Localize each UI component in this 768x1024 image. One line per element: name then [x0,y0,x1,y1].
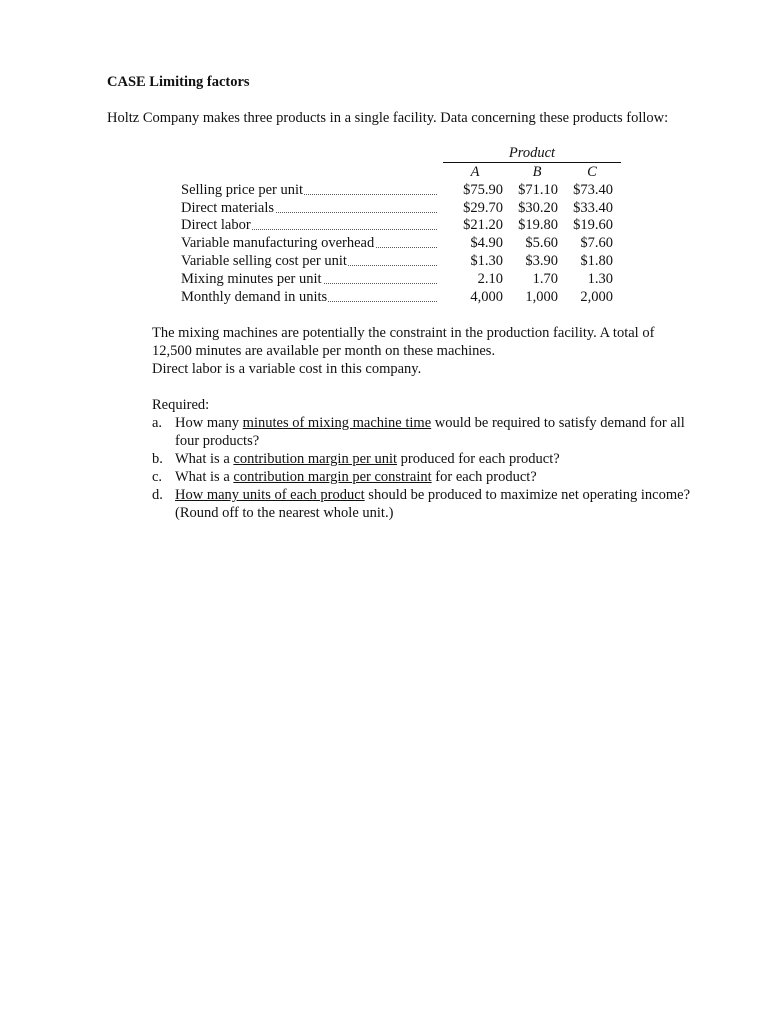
underlined-phrase: contribution margin per constraint [233,469,432,485]
cell-variable-selling-cost-a: $1.30 [470,253,503,269]
intro-paragraph: Holtz Company makes three products in a single facility. Data concerning these products follow: [107,110,669,126]
required-heading: Required: [152,397,210,413]
row-label-monthly-demand: Monthly demand in units [181,288,437,306]
cell-selling-price-a: $75.90 [463,182,503,198]
cell-mixing-minutes-a: 2.10 [477,271,503,287]
required-item-letter: c. [152,469,163,485]
constraint-paragraph-line-1: The mixing machines are potentially the constraint in the production facility. A total of [152,325,655,341]
cell-monthly-demand-a: 4,000 [470,289,503,305]
cell-monthly-demand-c: 2,000 [580,289,613,305]
cell-direct-materials-a: $29.70 [463,200,503,216]
cell-variable-mfg-overhead-b: $5.60 [525,235,558,251]
cell-variable-mfg-overhead-a: $4.90 [470,235,503,251]
column-header-b: B [532,164,542,180]
cell-direct-materials-c: $33.40 [573,200,613,216]
underlined-phrase: How many units of each product [175,487,365,503]
column-header-a: A [470,164,480,180]
cell-mixing-minutes-c: 1.30 [587,271,613,287]
cell-direct-labor-a: $21.20 [463,217,503,233]
required-item-d: d. How many units of each product should be produced to maximize net operating income? (Round off to the nearest whole unit.) [152,487,691,521]
cell-monthly-demand-b: 1,000 [525,289,558,305]
required-item-b: b. What is a contribution margin per unit produced for each product? [152,451,560,467]
cell-direct-labor-c: $19.60 [573,217,613,233]
required-item-letter: b. [152,451,163,467]
cell-variable-mfg-overhead-c: $7.60 [580,235,613,251]
cell-variable-selling-cost-c: $1.80 [580,253,613,269]
product-header: Product [508,145,556,161]
row-label-direct-labor: Direct labor [181,216,437,234]
cell-mixing-minutes-b: 1.70 [532,271,558,287]
required-item-a: a. How many minutes of mixing machine time would be required to satisfy demand for all four products? [152,415,685,449]
cell-direct-labor-b: $19.80 [518,217,558,233]
required-item-letter: a. [152,415,163,431]
row-label-mixing-minutes: Mixing minutes per unit [181,270,437,288]
underlined-phrase: minutes of mixing machine time [242,415,432,431]
constraint-paragraph-line-2: 12,500 minutes are available per month on these machines. [152,343,496,359]
cell-direct-materials-b: $30.20 [518,200,558,216]
cell-selling-price-c: $73.40 [573,182,613,198]
constraint-paragraph-line-3: Direct labor is a variable cost in this company. [152,361,422,377]
row-label-selling-price: Selling price per unit [181,181,437,199]
row-label-variable-selling-cost: Variable selling cost per unit [181,252,437,270]
underlined-phrase: contribution margin per unit [233,451,398,467]
column-header-c: C [587,164,597,180]
required-item-c: c. What is a contribution margin per constraint for each product? [152,469,537,485]
cell-variable-selling-cost-b: $3.90 [525,253,558,269]
cell-selling-price-b: $71.10 [518,182,558,198]
row-label-variable-mfg-overhead: Variable manufacturing overhead [181,234,437,252]
case-title: CASE Limiting factors [107,74,250,90]
required-item-letter: d. [152,487,163,503]
row-label-direct-materials: Direct materials [181,199,437,217]
